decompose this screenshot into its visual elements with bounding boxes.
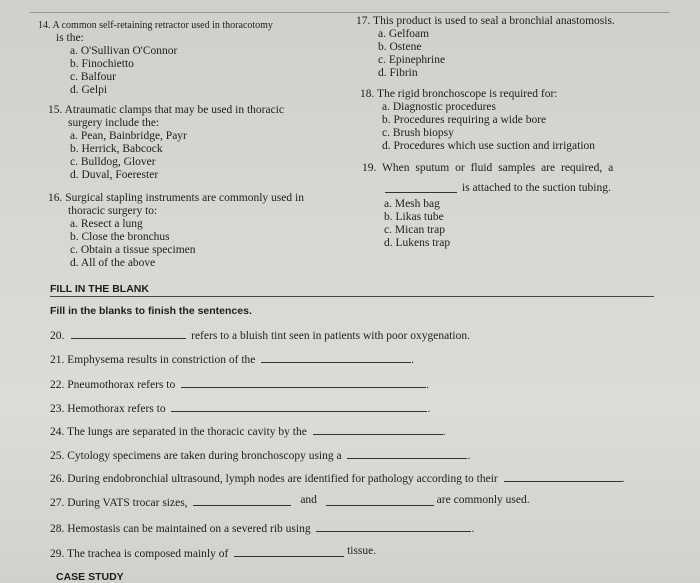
q17-option-b: b. Ostene <box>378 41 422 53</box>
q18-stem: 18. The rigid bronchoscope is required for: <box>360 88 558 100</box>
q15-option-d: d. Duval, Foerester <box>70 169 159 181</box>
q16-stem-line2: thoracic surgery to: <box>68 205 158 217</box>
q14-option-d: d. Gelpi <box>70 84 108 96</box>
question-15 <box>48 104 284 182</box>
q14-stem-line1: 14. A common self-retaining retractor used in thoracotomy <box>38 20 273 31</box>
q25-answer-blank[interactable] <box>347 448 467 459</box>
q20-number: 20. <box>50 330 65 342</box>
top-rule <box>30 12 670 13</box>
q15-option-c: c. Bulldog, Glover <box>70 156 156 168</box>
q22-text: 22. Pneumothorax refers to <box>50 379 176 391</box>
q18-option-a: a. Diagnostic procedures <box>382 101 497 113</box>
q19-stem-line2: is attached to the suction tubing. <box>462 182 611 194</box>
q19-option-d: d. Lukens trap <box>384 237 451 249</box>
q15-option-a: a. Pean, Bainbridge, Payr <box>70 130 187 142</box>
q15-stem-line2: surgery include the: <box>68 117 160 129</box>
q27-text-a: 27. During VATS trocar sizes, <box>50 497 188 509</box>
q22-answer-blank[interactable] <box>181 377 426 388</box>
q23-text: 23. Hemothorax refers to <box>50 403 166 415</box>
q14-stem-line2: is the: <box>56 32 84 44</box>
q25-text: 25. Cytology specimens are taken during bronchoscopy using a <box>50 450 342 462</box>
q24-period: . <box>442 426 446 438</box>
q25-period: . <box>467 450 471 462</box>
q28-period: . <box>471 523 475 535</box>
question-16 <box>48 192 304 270</box>
case-study-heading: CASE STUDY <box>56 571 124 583</box>
q14-option-c: c. Balfour <box>70 71 116 83</box>
question-19-options <box>384 198 450 250</box>
question-29 <box>50 546 376 561</box>
q18-option-b: b. Procedures requiring a wide bore <box>382 114 547 126</box>
q27-text-b: and <box>300 494 317 506</box>
q19-option-c: c. Mican trap <box>384 224 445 236</box>
question-27 <box>50 495 530 510</box>
q14-option-b: b. Finochietto <box>70 58 134 70</box>
q15-option-b: b. Herrick, Babcock <box>70 143 163 155</box>
fill-instruction: Fill in the blanks to finish the sentences. <box>50 305 252 317</box>
question-18 <box>360 88 595 153</box>
q18-option-c: c. Brush biopsy <box>382 127 454 139</box>
q28-text: 28. Hemostasis can be maintained on a severed rib using <box>50 523 311 535</box>
q19-option-b: b. Likas tube <box>384 211 444 223</box>
q16-option-b: b. Close the bronchus <box>70 231 170 243</box>
question-24 <box>50 424 446 439</box>
q27-text-c: are commonly used. <box>436 494 530 506</box>
q19-stem-line1: 19. When sputum or fluid samples are required, a <box>362 162 614 174</box>
q18-option-d: d. Procedures which use suction and irrigation <box>382 140 596 152</box>
q28-answer-blank[interactable] <box>316 521 471 532</box>
question-28 <box>50 521 474 536</box>
q26-answer-blank[interactable] <box>504 471 622 482</box>
q26-text: 26. During endobronchial ultrasound, lymph nodes are identified for pathology according to their <box>50 473 498 485</box>
question-14 <box>38 19 273 97</box>
q17-option-a: a. Gelfoam <box>378 28 430 40</box>
q17-option-d: d. Fibrin <box>378 67 418 79</box>
q26-period: . <box>621 473 625 485</box>
q17-option-c: c. Epinephrine <box>378 54 446 66</box>
q27-answer-blank-1[interactable] <box>193 495 291 506</box>
q29-text-b: tissue. <box>347 545 377 557</box>
q14-option-a: a. O'Sullivan O'Connor <box>70 45 178 57</box>
q23-answer-blank[interactable] <box>171 401 427 412</box>
q24-text: 24. The lungs are separated in the thoracic cavity by the <box>50 426 307 438</box>
q16-option-c: c. Obtain a tissue specimen <box>70 244 196 256</box>
q21-period: . <box>411 354 415 366</box>
q17-stem: 17. This product is used to seal a bronchial anastomosis. <box>356 15 615 27</box>
q20-answer-blank[interactable] <box>71 328 186 339</box>
q27-answer-blank-2[interactable] <box>326 495 434 506</box>
question-20 <box>50 328 470 343</box>
fill-heading: FILL IN THE BLANK <box>50 283 149 295</box>
q15-stem-line1: 15. Atraumatic clamps that may be used in thoracic <box>48 104 284 116</box>
q19-option-a: a. Mesh bag <box>384 198 440 210</box>
question-26 <box>50 471 625 486</box>
q21-text: 21. Emphysema results in constriction of the <box>50 354 256 366</box>
q22-period: . <box>426 379 429 391</box>
q23-period: . <box>427 403 431 415</box>
q21-answer-blank[interactable] <box>261 352 411 363</box>
q16-option-d: d. All of the above <box>70 257 156 269</box>
question-21 <box>50 352 414 367</box>
q16-stem-line1: 16. Surgical stapling instruments are commonly used in <box>48 192 304 204</box>
fill-heading-rule <box>50 296 654 297</box>
q24-answer-blank[interactable] <box>313 424 443 435</box>
q29-answer-blank[interactable] <box>234 546 344 557</box>
question-22 <box>50 377 429 392</box>
question-25 <box>50 448 470 463</box>
question-17 <box>356 15 615 80</box>
q20-text: refers to a bluish tint seen in patients with poor oxygenation. <box>191 330 470 342</box>
q29-text-a: 29. The trachea is composed mainly of <box>50 548 229 560</box>
q19-answer-blank[interactable] <box>385 182 457 193</box>
question-23 <box>50 401 430 416</box>
q16-option-a: a. Resect a lung <box>70 218 143 230</box>
